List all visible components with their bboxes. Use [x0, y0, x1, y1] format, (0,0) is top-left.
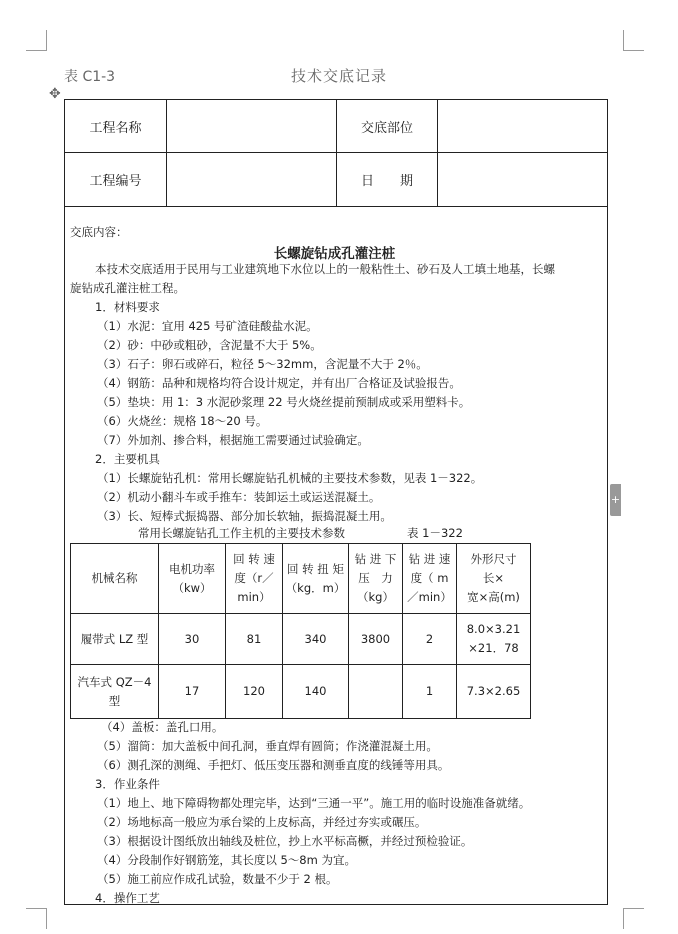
cell-text-line: 型 — [108, 693, 121, 708]
cell-text-line: 2 — [425, 631, 434, 646]
table-grid-line — [70, 718, 531, 719]
list-item: （2）场地标高一般应为承台梁的上皮标高，并经过夯实或碾压。 — [97, 815, 427, 829]
handover-part-label: 交底部位 — [360, 120, 413, 136]
table-cell — [71, 614, 158, 664]
cell-text-line: 机械名称 — [91, 571, 138, 585]
section-heading: 1．材料要求 — [95, 300, 160, 314]
cell-text-line: 电机功率 — [169, 561, 215, 576]
list-item: （3）长、短棒式振捣器、部分加长软轴，振捣混凝土用。 — [97, 509, 392, 523]
list-item: （4）钢筋：品种和规格均符合设计规定，并有出厂合格证及试验报告。 — [97, 376, 461, 390]
table-header-cell — [457, 544, 530, 613]
table-header-cell — [403, 544, 456, 613]
cell-text-line: 8.0×3.21 — [466, 622, 521, 636]
cell-text-line: 钻 进 下 — [354, 552, 397, 566]
table-caption: 常用长螺旋钻孔工作主机的主要技术参数 — [138, 526, 345, 540]
list-item: （3）根据设计图纸放出轴线及桩位，抄上水平标高橛，并经过预检验证。 — [97, 834, 473, 848]
cell-text-line: 3800 — [360, 631, 391, 646]
table-header-cell — [71, 544, 158, 613]
cell-text-line: 履带式 LZ 型 — [80, 631, 149, 646]
cell-text-line: 宽×高(m) — [467, 590, 520, 604]
list-item: （2）机动小翻斗车或手推车：装卸运土或运送混凝土。 — [97, 490, 381, 504]
project-number-field[interactable] — [167, 153, 336, 206]
side-panel-toggle-icon[interactable]: + — [610, 484, 621, 516]
table-cell — [349, 614, 402, 664]
cell-text-line: 回 转 速 — [233, 552, 275, 566]
table-cell — [283, 665, 348, 718]
cell-text-line: 120 — [243, 684, 265, 698]
page-corner-mark — [623, 30, 644, 51]
list-item: （6）火烧丝：规格 18～20 号。 — [97, 414, 268, 428]
section-heading: 2．主要机具 — [95, 452, 160, 466]
table-cell — [159, 614, 225, 664]
page-corner-mark — [26, 908, 47, 929]
table-cell — [457, 614, 530, 664]
cell-text-line: 汽车式 QZ－4 — [77, 674, 152, 689]
table-header-cell — [283, 544, 348, 613]
table-cell — [403, 614, 456, 664]
list-item: （4）盖板：盖孔口用。 — [101, 720, 224, 734]
project-name-label: 工程名称 — [89, 120, 142, 136]
table-cell — [349, 665, 402, 718]
cell-text-line: ×21．78 — [468, 641, 519, 655]
table-header-cell — [159, 544, 225, 613]
table-cell — [457, 665, 530, 718]
paragraph: 本技术交底适用于民用与工业建筑地下水位以上的一般粘性土、砂石及人工填土地基，长螺 — [95, 262, 555, 276]
table-cell — [283, 614, 348, 664]
form-code: 表 C1-3 — [64, 69, 116, 85]
table-header-cell — [349, 544, 402, 613]
cell-text-line: min） — [237, 590, 271, 604]
table-cell — [71, 665, 158, 718]
section-heading: 3．作业条件 — [95, 777, 160, 791]
cell-text-line: 340 — [304, 631, 327, 646]
list-item: （3）石子：卵石或碎石，粒径 5～32mm，含泥量不大于 2％。 — [97, 357, 428, 371]
cell-text-line: ／min） — [407, 590, 452, 604]
content-label: 交底内容： — [70, 225, 128, 239]
project-name-field[interactable] — [167, 100, 336, 152]
list-item: （5）垫块：用 1：3 水泥砂浆理 22 号火烧丝提前预制成或采用塑料卡。 — [97, 395, 471, 409]
list-item: （1）长螺旋钻孔机：常用长螺旋钻孔机械的主要技术参数，见表 1－322。 — [97, 471, 483, 485]
cell-text-line: （kg） — [357, 590, 394, 604]
list-item: （6）测孔深的测绳、手把灯、低压变压器和测垂直度的线锤等用具。 — [97, 758, 450, 772]
cell-text-line: 1 — [425, 684, 434, 698]
table-border — [64, 206, 608, 207]
page-corner-mark — [26, 30, 47, 51]
list-item: （5）施工前应作成孔试验，数量不少于 2 根。 — [97, 872, 338, 886]
cell-text-line: 压 力 — [358, 571, 393, 585]
list-item: （1）地上、地下障碍物都处理完毕，达到“三通一平”。施工用的临时设施准备就绪。 — [97, 796, 531, 810]
cell-text-line: 30 — [184, 631, 200, 646]
section-heading: 4．操作工艺 — [95, 891, 160, 905]
list-item: （5）溜筒：加大盖板中间孔洞，垂直焊有圆筒；作浇灌混凝土用。 — [97, 739, 438, 753]
date-label: 日 期 — [360, 174, 413, 189]
list-item: （2）砂：中砂或粗砂，含泥量不大于 5%。 — [97, 338, 322, 352]
cell-text-line: 17 — [184, 684, 200, 698]
cell-text-line: 度（ m — [410, 571, 449, 585]
cell-text-line: 度（r／ — [234, 571, 274, 585]
cell-text-line: 长× — [482, 571, 505, 585]
table-border — [607, 99, 608, 905]
content-title: 长螺旋钻成孔灌注桩 — [273, 246, 396, 262]
cell-text-line: 140 — [304, 684, 327, 698]
list-item: （7）外加剂、掺合料，根据施工需要通过试验确定。 — [97, 433, 369, 447]
document-title: 技术交底记录 — [290, 67, 387, 85]
cell-text-line: 回 转 扭 矩 — [287, 561, 344, 576]
cell-text-line: 7.3×2.65 — [466, 684, 521, 698]
project-number-label: 工程编号 — [89, 174, 142, 189]
list-item: （4）分段制作好钢筋笼，其长度以 5～8m 为宜。 — [97, 853, 356, 867]
table-grid-line — [530, 543, 531, 719]
table-border — [64, 99, 65, 905]
cell-text-line: （kg．m） — [285, 580, 346, 595]
table-cell — [403, 665, 456, 718]
handover-part-field[interactable] — [438, 100, 607, 152]
page-corner-mark — [623, 908, 644, 929]
cell-text-line: （kw） — [172, 580, 212, 595]
cell-text-line: 外形尺寸 — [470, 552, 517, 566]
date-field[interactable] — [438, 153, 607, 206]
list-item: （1）水泥：宜用 425 号矿渣硅酸盐水泥。 — [97, 319, 318, 333]
table-cell — [226, 614, 282, 664]
table-number: 表 1－322 — [407, 526, 463, 540]
cell-text-line: 钻 进 速 — [408, 552, 451, 566]
cell-text-line: 81 — [246, 631, 262, 646]
table-move-handle-icon[interactable]: ✥ — [49, 86, 61, 102]
paragraph: 旋钻成孔灌注桩工程。 — [70, 281, 185, 295]
table-cell — [226, 665, 282, 718]
table-header-cell — [226, 544, 282, 613]
table-cell — [159, 665, 225, 718]
